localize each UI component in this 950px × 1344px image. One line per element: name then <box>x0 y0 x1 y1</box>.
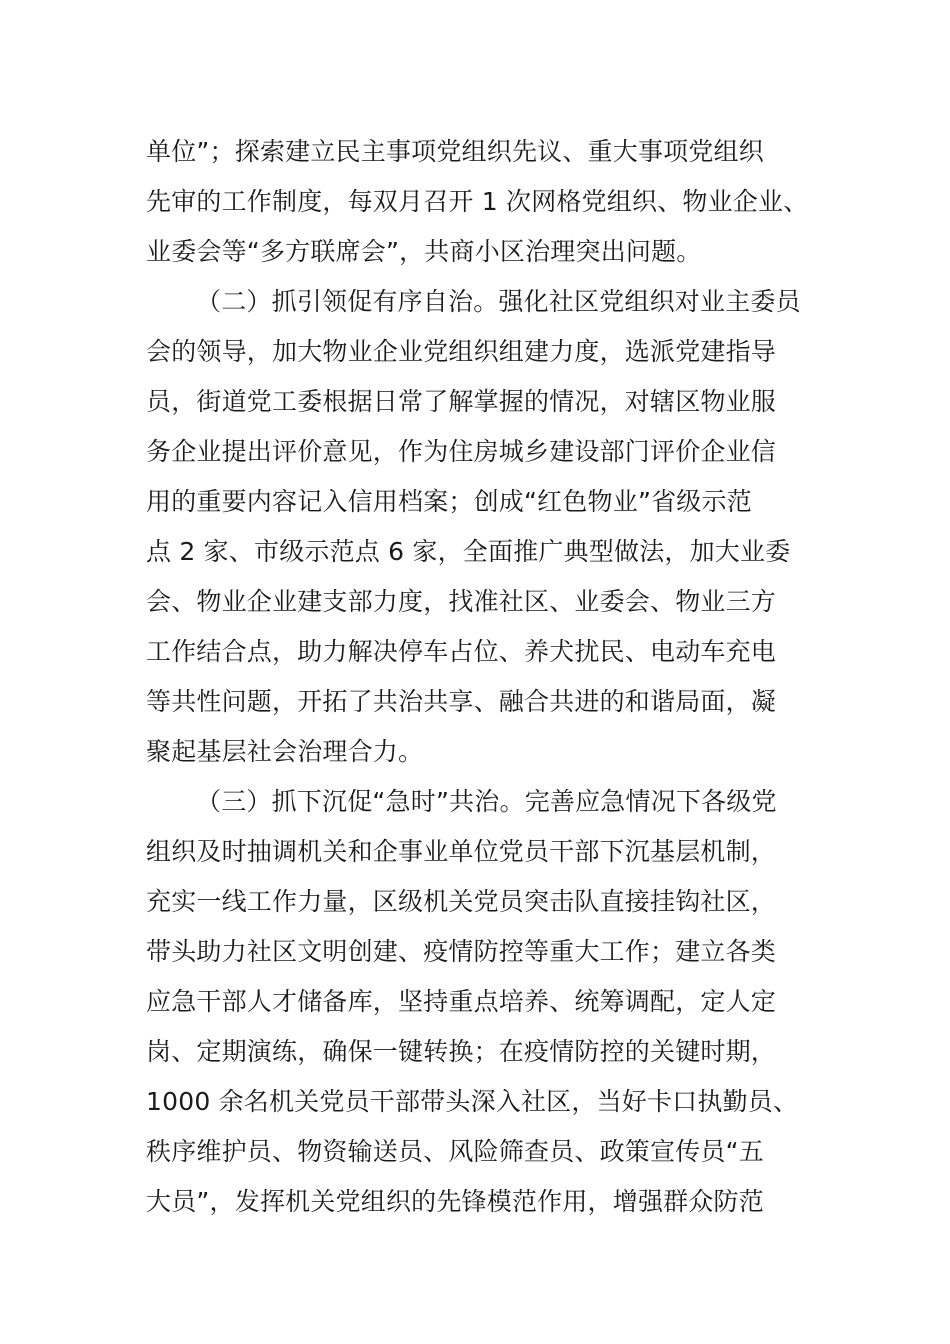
text-line: 等共性问题，开拓了共治共享、融合共进的和谐局面，凝 <box>146 687 777 716</box>
text-line: 单位”；探索建立民主事项党组织先议、重大事项党组织 <box>146 137 764 166</box>
text-line: 1000 余名机关党员干部带头深入社区，当好卡口执勤员、 <box>146 1087 799 1116</box>
text-line: 会的领导，加大物业企业党组织组建力度，选派党建指导 <box>146 337 777 366</box>
paragraph-heading-3: （三）抓下沉促“急时”共治。完善应急情况下各级党 <box>196 787 777 816</box>
text-line: 组织及时抽调机关和企事业单位党员干部下沉基层机制， <box>146 837 777 866</box>
text-line: 大员”，发挥机关党组织的先锋模范作用，增强群众防范 <box>146 1187 764 1216</box>
text-line: 业委会等“多方联席会”，共商小区治理突出问题。 <box>146 237 702 266</box>
text-line: 先审的工作制度，每双月召开 1 次网格党组织、物业企业、 <box>146 187 809 216</box>
text-line: 务企业提出评价意见，作为住房城乡建设部门评价企业信 <box>146 437 777 466</box>
text-line: 秩序维护员、物资输送员、风险筛查员、政策宣传员“五 <box>146 1137 764 1166</box>
text-line: 用的重要内容记入信用档案；创成“红色物业”省级示范 <box>146 487 752 516</box>
text-line: 点 2 家、市级示范点 6 家，全面推广典型做法，加大业委 <box>146 537 791 566</box>
text-line: 工作结合点，助力解决停车占位、养犬扰民、电动车充电 <box>146 637 777 666</box>
text-line: 员，街道党工委根据日常了解掌握的情况，对辖区物业服 <box>146 387 777 416</box>
text-line: 带头助力社区文明创建、疫情防控等重大工作；建立各类 <box>146 937 777 966</box>
text-line: 会、物业企业建支部力度，找准社区、业委会、物业三方 <box>146 587 777 616</box>
text-line: 岗、定期演练，确保一键转换；在疫情防控的关键时期， <box>146 1037 777 1066</box>
text-line: 充实一线工作力量，区级机关党员突击队直接挂钩社区， <box>146 887 777 916</box>
text-line: 聚起基层社会治理合力。 <box>146 737 424 766</box>
paragraph-heading-2: （二）抓引领促有序自治。强化社区党组织对业主委员 <box>196 287 801 316</box>
text-line: 应急干部人才储备库，坚持重点培养、统筹调配，定人定 <box>146 987 777 1016</box>
